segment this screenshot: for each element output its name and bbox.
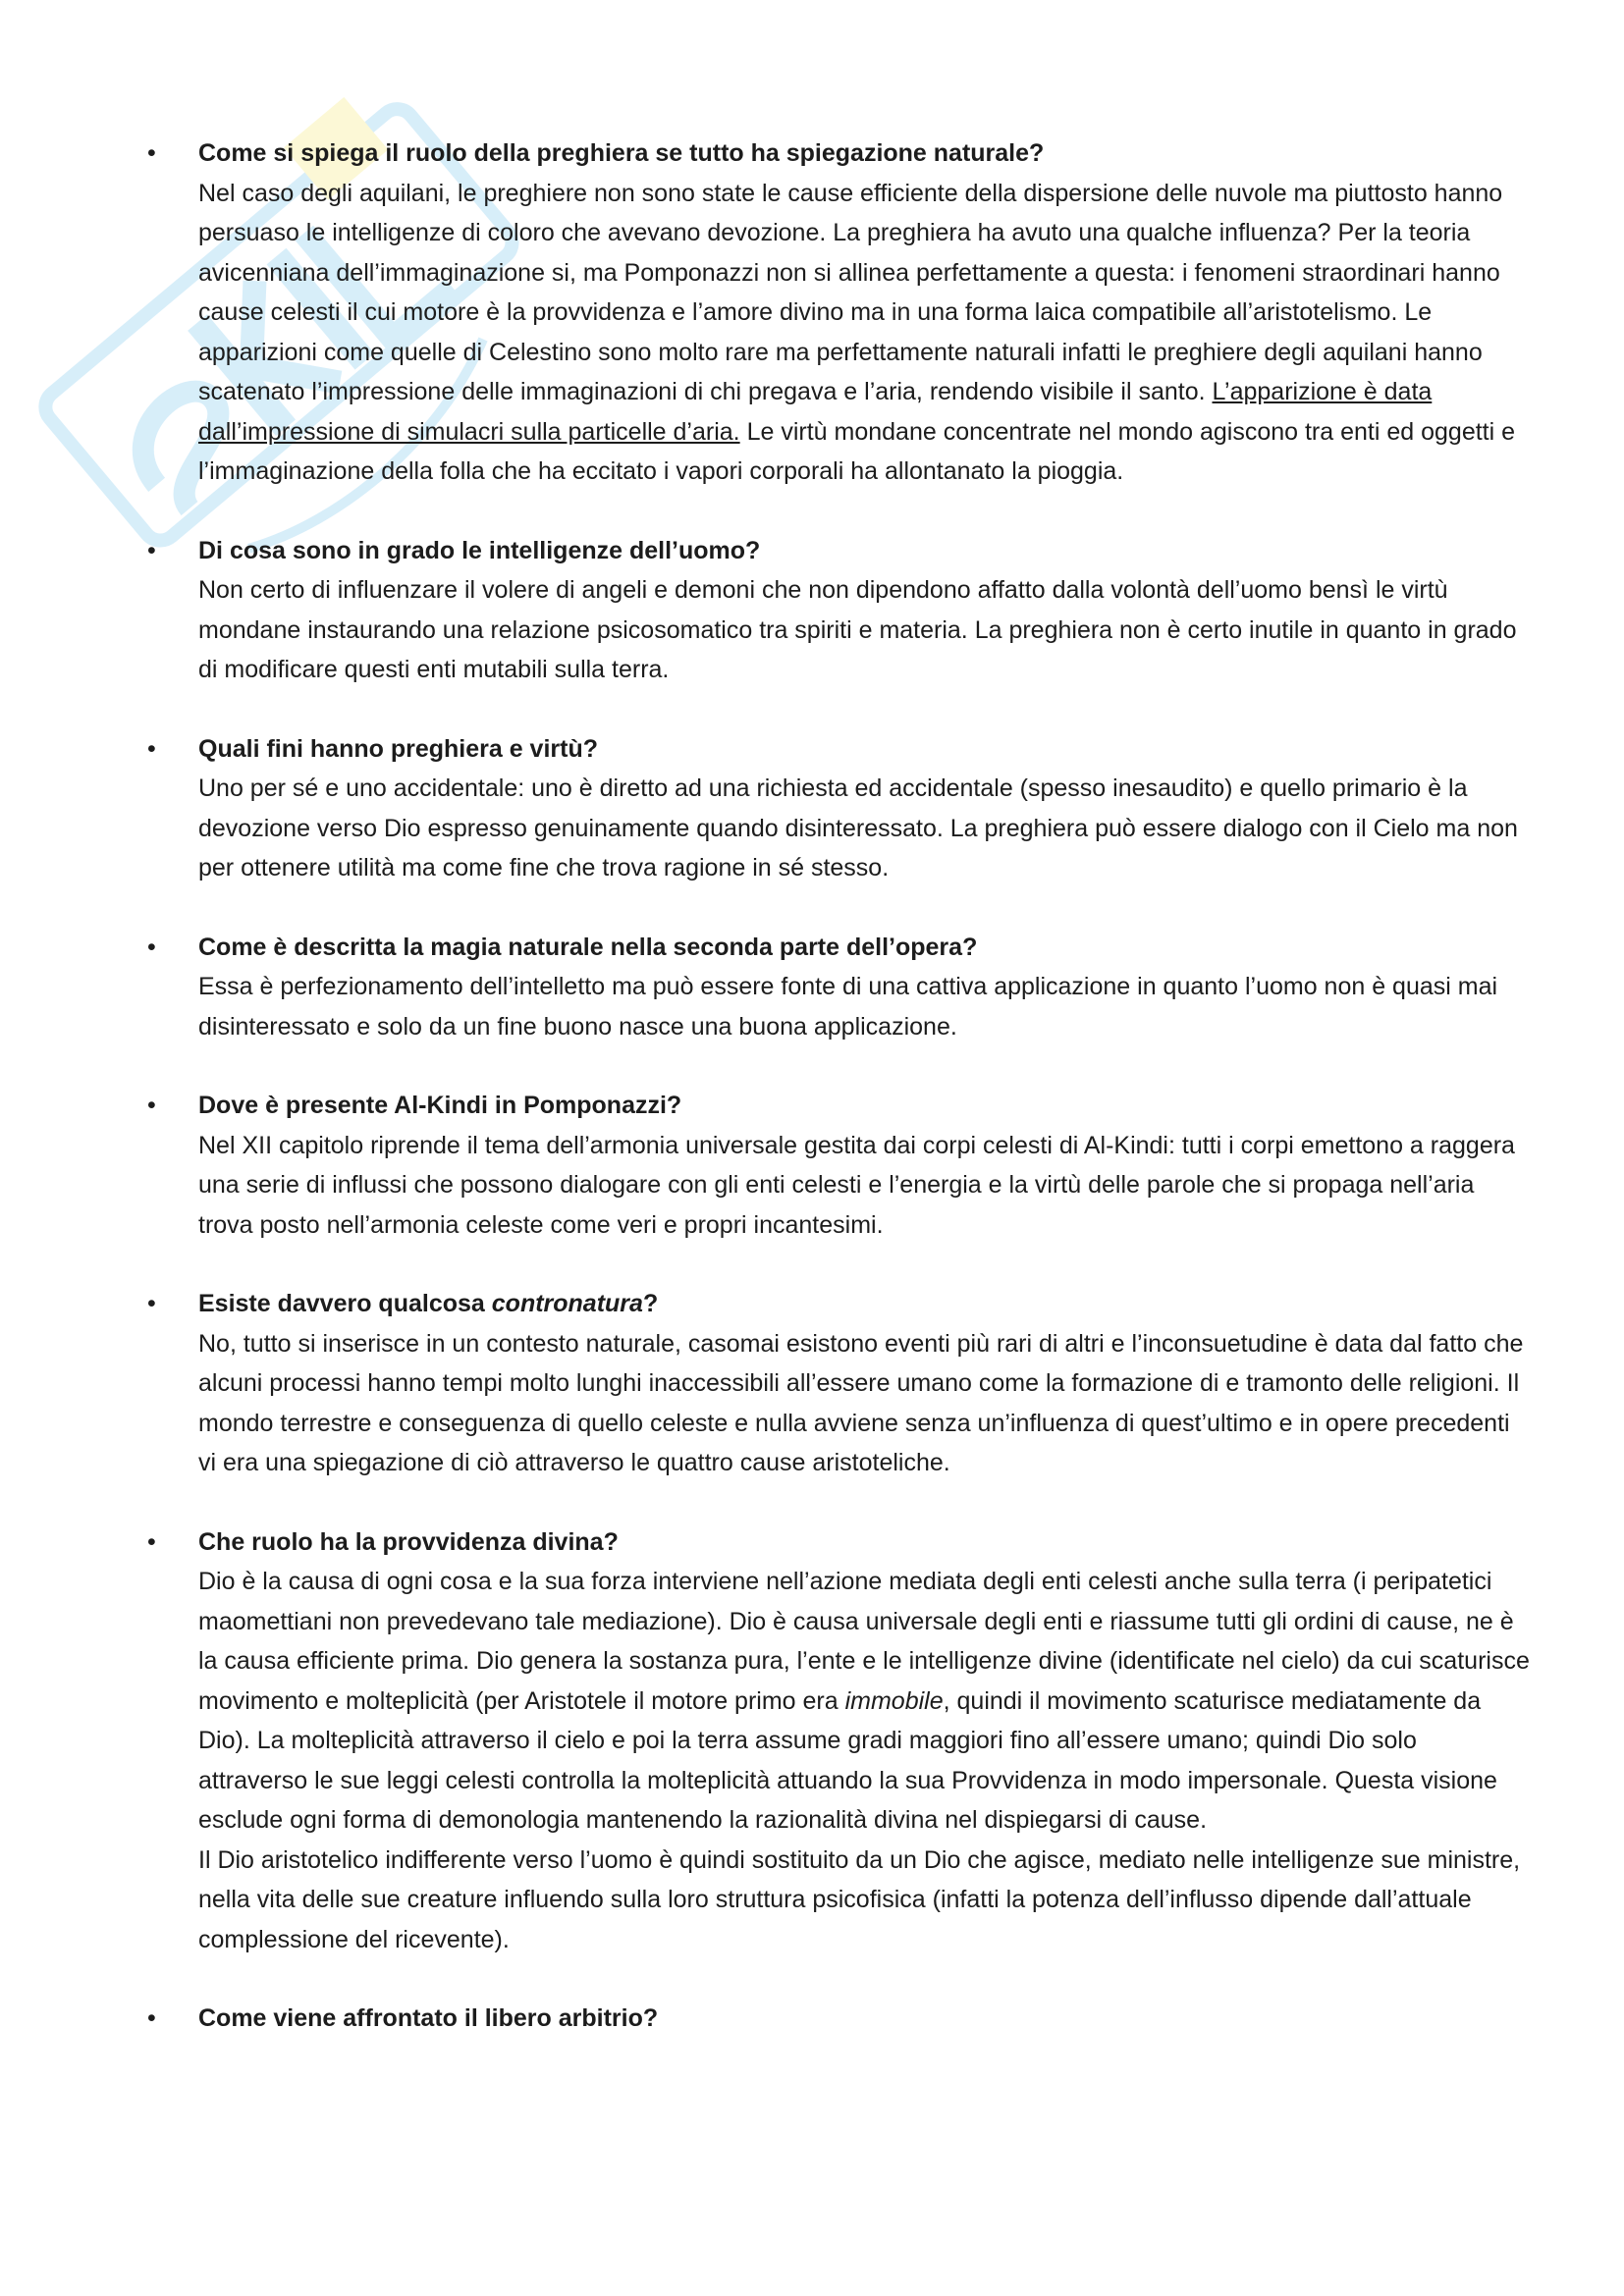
question-heading: Dove è presente Al-Kindi in Pomponazzi? (198, 1092, 682, 1119)
qa-item (147, 729, 1532, 888)
qa-item (147, 1522, 1532, 1960)
answer-text: Non certo di influenzare il volere di angeli e demoni che non dipendono affatto dalla volontà dell’uomo bensì le virtù mondane instaurando una relazione psicosomatico tra spiriti e materia. La preghiera non è certo inutile in quanto in grado di modificare questi enti mutabili sulla terra. (198, 576, 1517, 683)
answer-text: Uno per sé e uno accidentale: uno è diretto ad una richiesta ed accidentale (spesso inesaudito) e quello primario è la devozione verso Dio espresso genuinamente quando disinteressato. La preghiera può essere dialogo con il Cielo ma non per ottenere utilità ma come fine che trova ragione in sé stesso. (198, 774, 1518, 881)
bullet-icon: • (147, 139, 156, 167)
answer-paragraph (198, 967, 1532, 1046)
answer-text: Nel caso degli aquilani, le preghiere non sono state le cause efficiente della dispersione delle nuvole ma piuttosto hanno persuaso le intelligenze di coloro che avevano devozione. La preghiera ha avuto una qualche influenza? Per la teoria avicenniana dell’immaginazione si, ma Pomponazzi non si allinea perfettamente a questa: i fenomeni straordinari hanno cause celesti il cui motore è la provvidenza e l’amore divino ma in una forma laica compatibile all’aristotelismo. Le apparizioni come quelle di Celestino sono molto rare ma perfettamente naturali infatti le preghiere degli aquilani hanno scatenato l’impressione delle immaginazioni di chi pregava e l’aria, rendendo visibile il santo. (198, 179, 1503, 405)
qa-item (147, 531, 1532, 690)
question-heading: Come si spiega il ruolo della preghiera se tutto ha spiegazione naturale? (198, 139, 1045, 167)
answer-text: , quindi il movimento scaturisce mediatamente da Dio). La molteplicità attraverso il cielo e poi la terra assume gradi maggiori fino all’essere umano; quindi Dio solo attraverso le sue leggi celesti controlla la molteplicità attuando la sua Provvidenza in modo impersonale. Questa visione esclude ogni forma di demonologia mantenendo la razionalità divina nel dispiegarsi di cause. (198, 1686, 1497, 1834)
answer-underlined-text: L’apparizione è data dall’impressione di simulacri sulla particelle d’aria. (198, 378, 1433, 446)
question-heading: Quali fini hanno preghiera e virtù? (198, 734, 598, 763)
qa-item (147, 1999, 1532, 2039)
answer-paragraph (198, 769, 1532, 888)
question-heading: Di cosa sono in grado le intelligenze dell’uomo? (198, 536, 761, 564)
answer-paragraph (198, 1562, 1532, 1959)
answer-emphasis: immobile (844, 1686, 944, 1715)
answer-text: Nel XII capitolo riprende il tema dell’armonia universale gestita dai corpi celesti di Al-Kindi: tutti i corpi emettono a raggera una serie di influssi che possono dialogare con gli enti celesti e l’energia e la virtù delle parole che si propaga nell’aria trova posto nell’armonia celeste come veri e propri incantesimi. (198, 1131, 1515, 1239)
question-heading: Come viene affrontato il libero arbitrio? (198, 2004, 659, 2032)
bullet-icon: • (147, 1527, 156, 1556)
bullet-icon: • (147, 2004, 156, 2032)
document-body (147, 133, 1532, 2078)
answer-text: Dio è la causa di ogni cosa e la sua forza interviene nell’azione mediata degli enti celesti anche sulla terra (i peripatetici maomettiani non prevedevano tale mediazione). Dio è causa universale degli enti e riassume tutti gli ordini di cause, ne è la causa efficiente prima. Dio genera la sostanza pura, l’ente e le intelligenze divine (identificate nel cielo) da cui scaturisce movimento e molteplicità (per Aristotele il motore primo era (198, 1568, 1530, 1715)
bullet-icon: • (147, 536, 156, 564)
question-text: Esiste davvero qualcosa (198, 1290, 492, 1317)
answer-text: Essa è perfezionamento dell’intelletto ma può essere fonte di una cattiva applicazione in quanto l’uomo non è quasi mai disinteressato e solo da un fine buono nasce una buona applicazione. (198, 973, 1498, 1041)
question-heading: Che ruolo ha la provvidenza divina? (198, 1527, 619, 1556)
answer-text: Il Dio aristotelico indifferente verso l’uomo è quindi sostituito da un Dio che agisce, mediato nelle intelligenze sue ministre, nella vita delle sue creature influendo sulla loro struttura psicofisica (infatti la potenza dell’influsso dipende dall’attuale complessione del ricevente). (198, 1845, 1521, 1953)
bullet-icon: • (147, 734, 156, 763)
bullet-icon: • (147, 1290, 156, 1317)
qa-item (147, 928, 1532, 1047)
bullet-icon: • (147, 1092, 156, 1119)
answer-paragraph (198, 174, 1532, 492)
qa-item (147, 133, 1532, 492)
qa-item (147, 1284, 1532, 1483)
question-emphasis: contronatura (491, 1290, 643, 1317)
answer-text: No, tutto si inserisce in un contesto naturale, casomai esistono eventi più rari di altri e l’inconsuetudine è data dal fatto che alcuni processi hanno tempi molto lunghi inaccessibili all’essere umano come la formazione di e tramonto delle religioni. Il mondo terrestre e conseguenza di quello celeste e nulla avviene senza un’influenza di quest’ultimo e in opere precedenti vi era una spiegazione di ciò attraverso le quattro cause aristoteliche. (198, 1329, 1524, 1476)
bullet-icon: • (147, 933, 156, 961)
question-text: ? (642, 1290, 659, 1317)
answer-paragraph (198, 570, 1532, 690)
answer-text: Le virtù mondane concentrate nel mondo agiscono tra enti ed oggetti e l’immaginazione della folla che ha eccitato i vapori corporali ha allontanato la pioggia. (198, 417, 1516, 485)
answer-paragraph (198, 1126, 1532, 1246)
question-heading (198, 1284, 1532, 1324)
answer-paragraph (198, 1324, 1532, 1483)
qa-item (147, 1086, 1532, 1245)
question-heading: Come è descritta la magia naturale nella seconda parte dell’opera? (198, 933, 978, 961)
